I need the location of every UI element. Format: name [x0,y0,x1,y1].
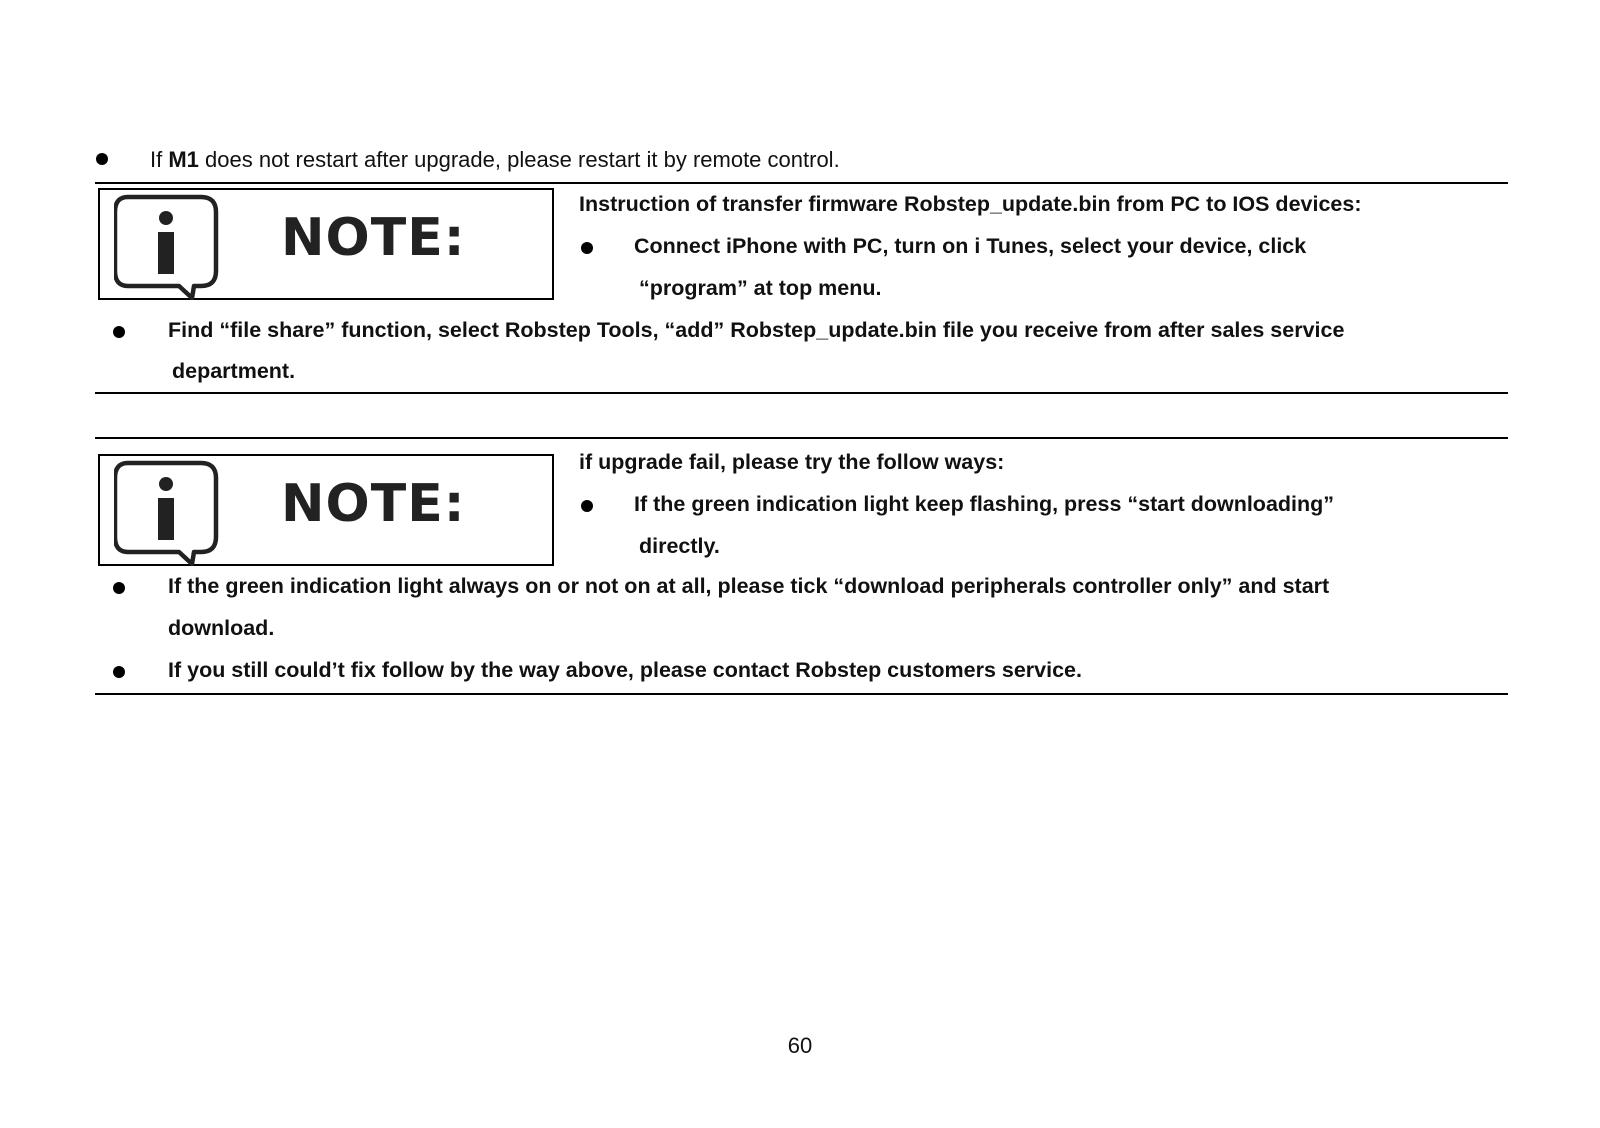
note-bullet-text: If you still could’t fix follow by the way above, please contact Robstep customers service. [168,658,1082,682]
intro-suffix: does not restart after upgrade, please restart it by remote control. [198,147,840,172]
note-bullet-text: Find “file share” function, select Robstep Tools, “add” Robstep_update.bin file you receive from after sales service [168,318,1345,342]
bullet-dot [113,326,125,338]
note-bullet-text-continued: directly. [639,534,720,558]
note-box [98,188,554,300]
note-box [98,454,554,566]
intro-bullet [96,146,840,174]
note-bullet-text: Connect iPhone with PC, turn on i Tunes, select your device, click [634,234,1307,258]
bullet-dot [581,242,593,254]
note-bullet-text-continued: department. [172,359,296,383]
note-bullet-text: If the green indication light keep flashing, press “start downloading” [634,492,1335,516]
info-speech-bubble-icon [114,194,224,300]
note-label: NOTE: [281,208,466,268]
note-bullet-text-continued: “program” at top menu. [639,276,882,300]
bullet-dot [113,582,125,594]
note-heading: Instruction of transfer firmware Robstep_update.bin from PC to IOS devices: [579,192,1362,216]
intro-model: M1 [168,147,199,172]
note-label: NOTE: [281,474,466,534]
bullet-dot [113,666,125,678]
section-top-rule [95,182,1508,184]
section-bottom-rule [95,392,1508,394]
section-bottom-rule [95,693,1508,695]
note-bullet-text-continued: download. [168,616,275,640]
bullet-dot [581,500,593,512]
page-number: 60 [787,1033,813,1058]
note-heading: if upgrade fail, please try the follow ways: [579,450,1005,474]
intro-prefix: If [150,147,169,172]
section-top-rule [95,437,1508,439]
note-bullet-text: If the green indication light always on or not on at all, please tick “download peripherals controller only” and start [168,574,1330,598]
bullet-dot [96,153,108,165]
info-speech-bubble-icon [114,460,224,566]
